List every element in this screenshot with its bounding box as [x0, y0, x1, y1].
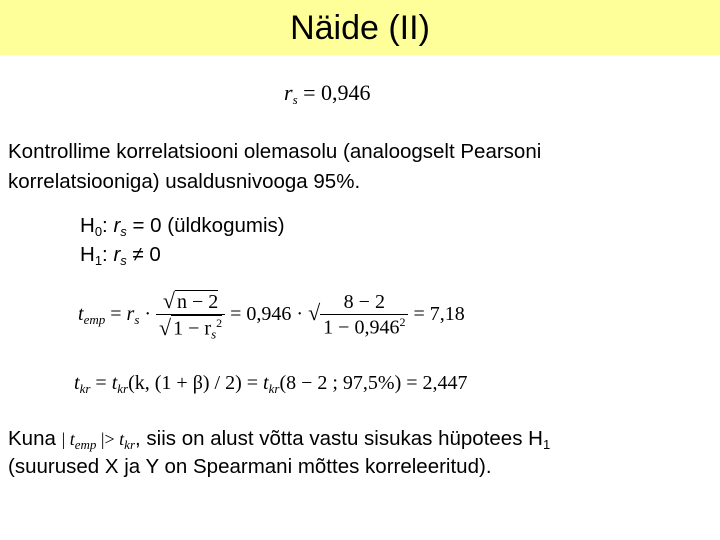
- hypothesis-h0: $H_0$: $r_s = 0$ (üldkogumis): [80, 214, 285, 239]
- inline-condition: | $t_{emp}$ |> $t_{kr}$: [61, 429, 136, 452]
- conclusion-line-1: Kuna | $t_{emp}$ |> $t_{kr}$, siis on alust võtta vastu sisukas hüpotees $H_1$: [8, 427, 551, 452]
- paragraph-line-1: Kontrollime korrelatsiooni olemasolu (analoogselt Pearsoni: [8, 140, 542, 163]
- paragraph-line-2: korrelatsiooniga) usaldusnivooga 95%.: [8, 170, 361, 193]
- t-kr-formula: $t_{kr} = t_{kr}(k$, $(1 + \beta) / 2) = t_{kr}(8 - 2$ ; 97,5%) = 2,447: [74, 372, 468, 396]
- slide-title: Näide (II): [290, 9, 430, 47]
- hypothesis-h1: $H_1$: $r_s \ne 0$: [80, 243, 161, 268]
- rs-formula: $r_s = 0,946$: [284, 80, 371, 107]
- rs-value: 0,946: [321, 80, 371, 105]
- conclusion-line-2: (suurused X ja Y on Spearmani mõttes korreleeritud).: [8, 455, 492, 478]
- t-emp-formula: $t_{emp} = r_s$ · $\frac{√ n - 2}{√ 1 - r_s^2}$ = 0,946 · √ $\frac{8 - 2}{1 - 0,946^2}$ = 7,18: [78, 288, 465, 342]
